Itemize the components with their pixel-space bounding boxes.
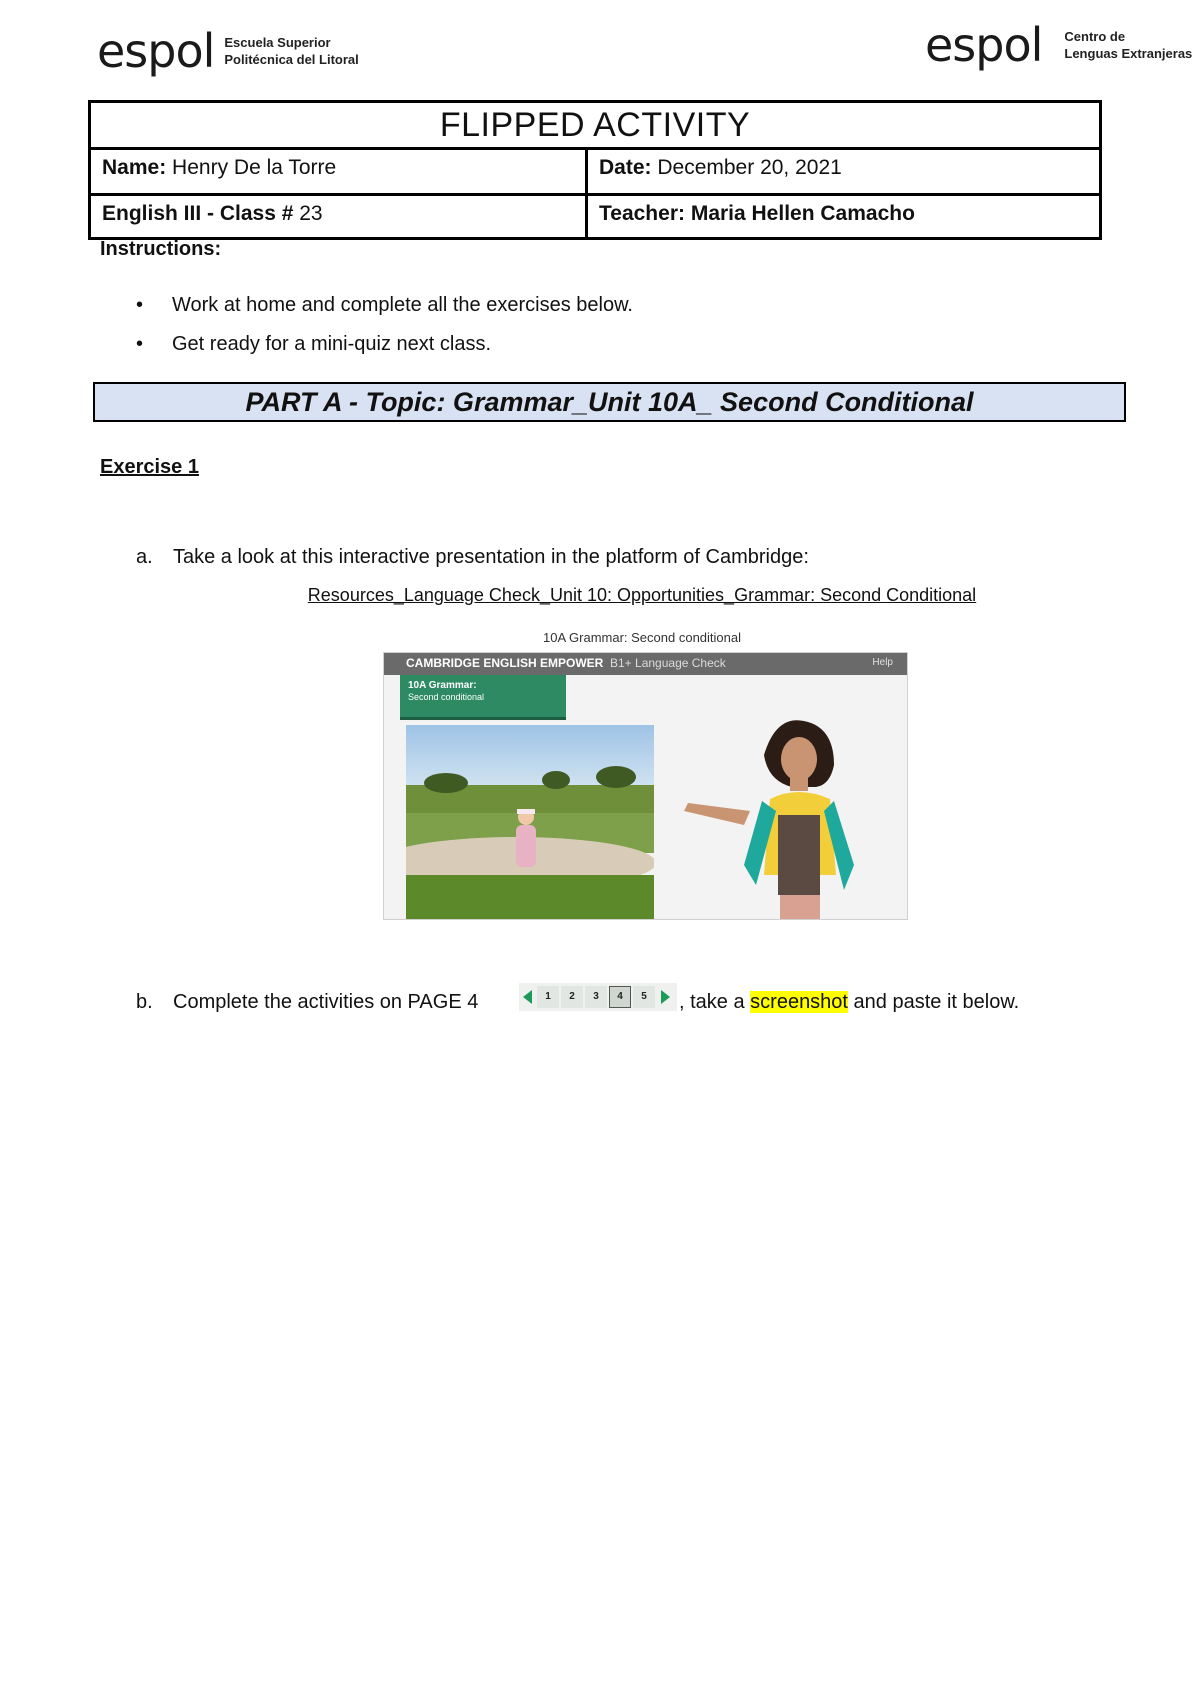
page-button-5[interactable]: 5 <box>633 986 655 1008</box>
teacher-name: Maria Hellen Camacho <box>690 202 915 225</box>
student-name: Henry De la Torre <box>172 156 337 179</box>
espol-logo-right <box>925 18 1193 72</box>
espol-logo-left <box>97 24 359 78</box>
instruction-item: • Get ready for a mini-quiz next class. <box>136 333 492 355</box>
cambridge-resource-link[interactable]: Resources_Language Check_Unit 10: Opportunities_Grammar: Second Conditional <box>307 585 977 605</box>
next-arrow-icon[interactable] <box>661 990 670 1004</box>
activity-info-table <box>88 100 1102 240</box>
presentation-caption: 10A Grammar: Second conditional <box>543 630 741 645</box>
step-b: b. Complete the activities on PAGE 4 <box>136 991 479 1013</box>
class-number: 23 <box>299 202 323 225</box>
logo-wordmark: espol <box>925 18 1043 72</box>
name-cell: Name: Henry De la Torre <box>91 150 588 193</box>
highlighted-word: screenshot <box>750 991 848 1013</box>
instructions-heading: Instructions: <box>100 238 222 260</box>
logo-subtitle: Centro de Lenguas Extranjeras <box>1064 29 1193 61</box>
logo-wordmark: espol <box>97 24 215 78</box>
activity-title: FLIPPED ACTIVITY <box>91 103 1099 150</box>
golf-course-photo <box>406 725 654 920</box>
screenshot-topic-panel: 10A Grammar: Second conditional <box>400 675 566 720</box>
step-a: a. Take a look at this interactive presentation in the platform of Cambridge: <box>136 546 809 568</box>
page-navigator <box>519 983 677 1011</box>
prev-arrow-icon[interactable] <box>523 990 532 1004</box>
class-cell: English III - Class # 23 <box>91 196 588 237</box>
page-button-3[interactable]: 3 <box>585 986 607 1008</box>
instruction-item: • Work at home and complete all the exercises below. <box>136 294 633 316</box>
logo-subtitle: Escuela Superior Politécnica del Litoral <box>224 35 359 67</box>
exercise-title: Exercise 1 <box>100 456 199 478</box>
info-row-name-date <box>91 150 1099 196</box>
page-button-2[interactable]: 2 <box>561 986 583 1008</box>
page-button-1[interactable]: 1 <box>537 986 559 1008</box>
step-b-continuation: , take a screenshot and paste it below. <box>679 991 1020 1013</box>
date-cell: Date: December 20, 2021 <box>599 156 842 179</box>
activity-date: December 20, 2021 <box>657 156 842 179</box>
info-row-class-teacher <box>91 196 1099 237</box>
part-a-heading: PART A - Topic: Grammar_Unit 10A_ Second Conditional <box>93 382 1126 422</box>
presenter-illustration <box>684 715 894 920</box>
screenshot-top-bar: CAMBRIDGE ENGLISH EMPOWER B1+ Language Check Help <box>384 653 907 675</box>
page-button-4[interactable]: 4 <box>609 986 631 1008</box>
teacher-cell: Teacher: Maria Hellen Camacho <box>599 202 915 225</box>
cambridge-presentation-screenshot <box>383 652 908 920</box>
